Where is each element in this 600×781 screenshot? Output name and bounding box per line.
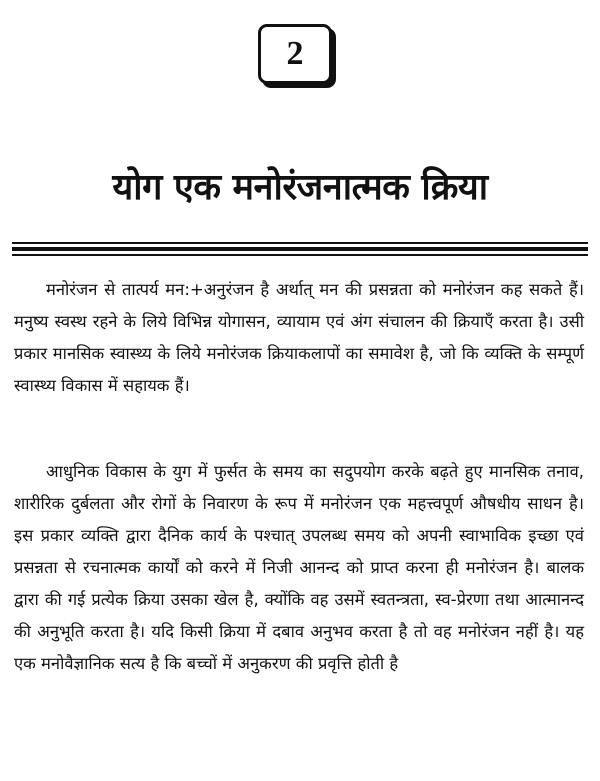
- title-divider-middle: [12, 247, 588, 251]
- chapter-number-box: [258, 24, 332, 84]
- chapter-title: योग एक मनोरंजनात्मक क्रिया: [112, 167, 488, 208]
- paragraph-2: आधुनिक विकास के युग में फुर्सत के समय का सदुपयोग करके बढ़ते हुए मानसिक तनाव, शारीरिक दुर्बलता और रोगों के निवारण के रूप में मनोरंजन एक महत्त्वपूर्ण औषधीय साधन है। इस प्रकार व्यक्ति द्वारा दैनिक कार्य के पश्चात् उपलब्ध समय को अपनी स्वाभाविक इच्छा एवं प्रसन्नता से रचनात्मक कार्यों को करने में निजी आनन्द को प्राप्त करना ही मनोरंजन है। बालक द्वारा की गई प्रत्येक क्रिया उसका खेल है, क्योंकि वह उसमें स्वतन्त्रता, स्व-प्रेरणा तथा आत्मानन्द की अनुभूति करता है। यदि किसी क्रिया में दबाव अनुभव करता है तो वह मनोरंजन नहीं है। यह एक मनोवैज्ञानिक सत्य है कि बच्चों में अनुकरण की प्रवृत्ति होती है: [14, 462, 584, 673]
- title-divider-bottom: [12, 254, 588, 256]
- paragraph-1: मनोरंजन से तात्पर्य मन:+अनुरंजन है अर्थात् मन की प्रसन्नता को मनोरंजन कह सकते हैं। मनुष्य स्वस्थ रहने के लिये विभिन्न योगासन, व्यायाम एवं अंग संचालन की क्रियाएँ करता है। उसी प्रकार मानसिक स्वास्थ्य के लिये मनोरंजक क्रियाकलापों का समावेश है, जो कि व्यक्ति के सम्पूर्ण स्वास्थ्य विकास में सहायक हैं।: [14, 280, 584, 395]
- chapter-number: 2: [286, 35, 304, 72]
- title-divider-top: [12, 242, 588, 244]
